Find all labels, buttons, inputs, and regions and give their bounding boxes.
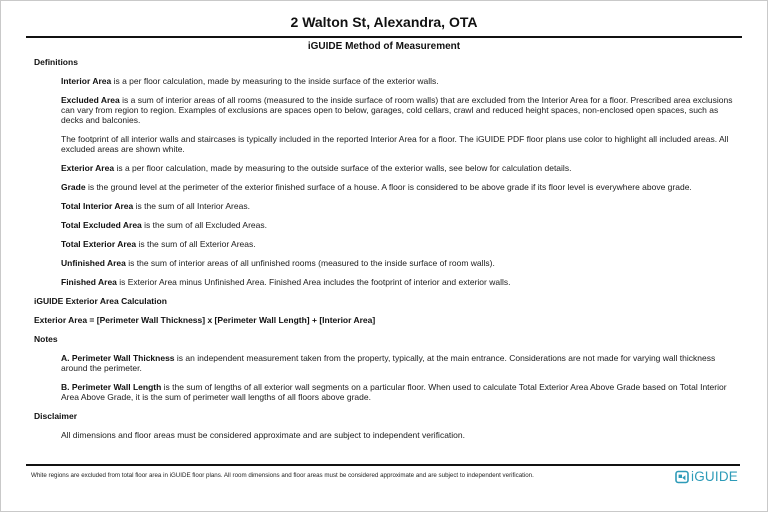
definition-term: Excluded Area — [61, 95, 120, 105]
definition-term: Total Excluded Area — [61, 220, 142, 230]
definition-exterior-area — [61, 163, 736, 173]
definition-text: is a per floor calculation, made by measuring to the inside surface of the exterior walls. — [111, 76, 439, 86]
definition-text: is a per floor calculation, made by measuring to the outside surface of the exterior walls, see below for calculation details. — [114, 163, 572, 173]
document-body — [34, 57, 736, 440]
notes-heading: Notes — [34, 334, 58, 344]
footer-disclaimer: White regions are excluded from total floor area in iGUIDE floor plans. All room dimensions and floor areas must be considered approximate and are subject to independent verification. — [31, 472, 534, 479]
definition-text: is Exterior Area minus Unfinished Area. Finished Area includes the footprint of interior and exterior walls. — [116, 277, 511, 287]
disclaimer-text: All dimensions and floor areas must be considered approximate and are subject to independent verification. — [61, 430, 465, 440]
title-divider — [26, 36, 742, 38]
definition-excluded-area — [61, 95, 736, 125]
definition-term: Exterior Area — [61, 163, 115, 173]
note-perimeter-wall-length — [61, 382, 736, 402]
definition-finished-area — [61, 277, 736, 287]
definition-text: is the ground level at the perimeter of the exterior finished surface of a house. A floor is considered to be above grade if its floor level is everywhere above grade. — [85, 182, 692, 192]
calculation-heading: iGUIDE Exterior Area Calculation — [34, 296, 167, 306]
note-term: A. Perimeter Wall Thickness — [61, 353, 175, 363]
definition-term: Unfinished Area — [61, 258, 126, 268]
note-perimeter-wall-thickness — [61, 353, 736, 373]
definition-text: is the sum of all Exterior Areas. — [136, 239, 256, 249]
exterior-area-formula: Exterior Area = [Perimeter Wall Thickness] x [Perimeter Wall Length] + [Interior Area] — [34, 315, 376, 325]
definition-term: Interior Area — [61, 76, 112, 86]
definition-total-exterior-area — [61, 239, 736, 249]
definition-interior-area — [61, 76, 736, 86]
footer-divider — [26, 464, 740, 466]
iguide-logo — [675, 469, 738, 484]
note-text: is the sum of lengths of all exterior wall segments on a particular floor. When used to calculate Total Exterior Area Above Grade based on Total Interior Area Above Grade, it is the sum of perimeter wall lengths of all floors above grade. — [61, 382, 727, 402]
definition-unfinished-area — [61, 258, 736, 268]
definition-text: is the sum of all Interior Areas. — [133, 201, 250, 211]
iguide-logo-icon — [675, 470, 689, 484]
note-term: B. Perimeter Wall Length — [61, 382, 162, 392]
definition-term: Total Interior Area — [61, 201, 134, 211]
definition-term: Grade — [61, 182, 86, 192]
definition-term: Finished Area — [61, 277, 117, 287]
definition-footprint-note — [61, 134, 736, 154]
page-subtitle: iGUIDE Method of Measurement — [307, 41, 461, 52]
note-text: is an independent measurement taken from the property, typically, at the main entrance. Considerations are not made for varying wall thickness around the perimeter. — [61, 353, 716, 373]
disclaimer-heading: Disclaimer — [34, 411, 77, 421]
definition-text: is the sum of interior areas of all unfinished rooms (measured to the inside surface of room walls). — [125, 258, 495, 268]
definition-text: The footprint of all interior walls and staircases is typically included in the reported Interior Area for a floor. The iGUIDE PDF floor plans use color to highlight all included areas. All excluded areas are shown white. — [61, 134, 729, 154]
definition-term: Total Exterior Area — [61, 239, 137, 249]
definition-total-excluded-area — [61, 220, 736, 230]
iguide-logo-text: iGUIDE — [691, 469, 738, 484]
definition-text: is the sum of all Excluded Areas. — [141, 220, 267, 230]
definition-text: is a sum of interior areas of all rooms (measured to the inside surface of room walls) that are excluded from the Interior Area for a floor. Prescribed area exclusions can vary from region to region. Examples of exclusions are spaces open to below, garages, cold cellars, crawl and reduced height spaces, non-enclosed open spaces, such as decks and balconies. — [61, 95, 733, 125]
page-title: 2 Walton St, Alexandra, OTA — [290, 14, 478, 30]
definitions-heading: Definitions — [34, 57, 78, 67]
definition-total-interior-area — [61, 201, 736, 211]
definition-grade — [61, 182, 736, 192]
